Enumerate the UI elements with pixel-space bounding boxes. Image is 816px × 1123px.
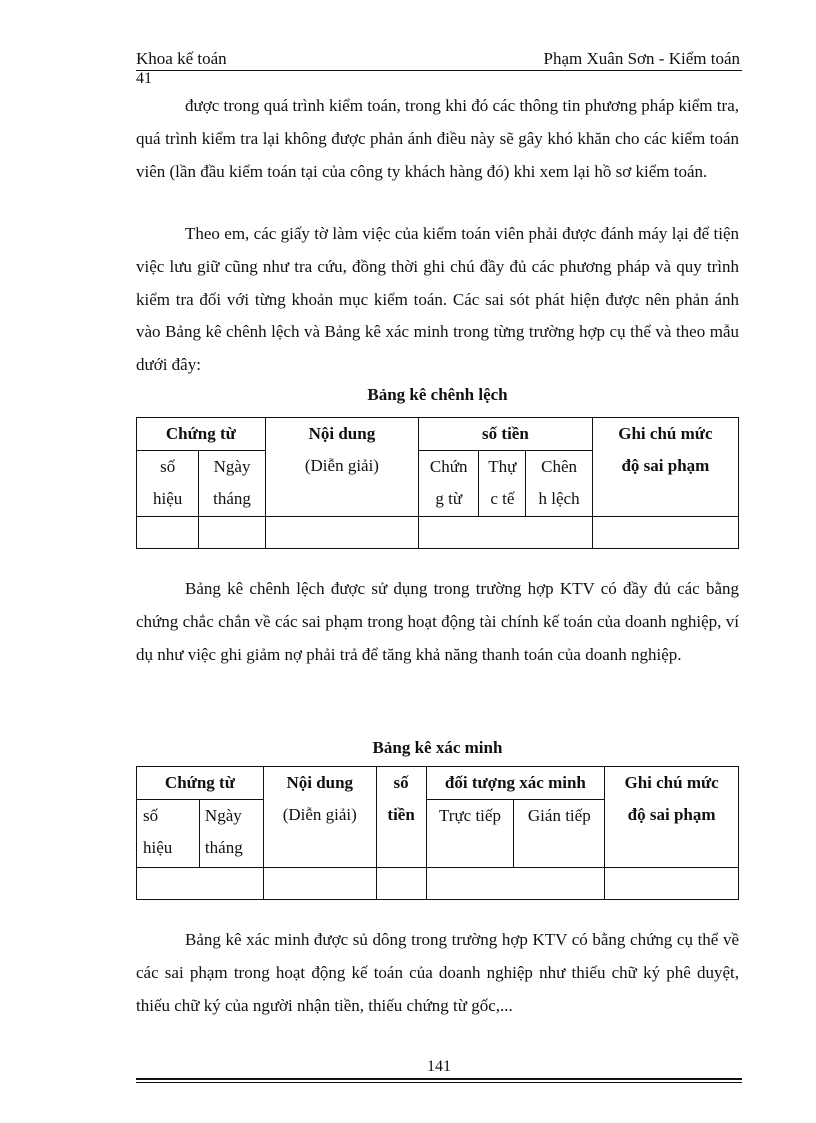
table-cell [592,517,738,549]
table2-header-note: Ghi chú mức độ sai phạm [605,767,739,868]
table-cell [605,868,739,900]
page-number: 141 [427,1058,451,1075]
table2-header-content: Nội dung (Diễn giải) [263,767,376,868]
table2-header-doc-number: số hiệu [137,800,200,868]
table1-header-note: Ghi chú mức độ sai phạm [592,418,738,517]
table2-header-verification-target: đối tượng xác minh [426,767,605,800]
footer-rule-thin [136,1082,742,1083]
table1-header-doc-date: Ngày tháng [199,451,265,517]
table-cell [137,868,264,900]
header-page-ref: 41 [136,70,152,87]
page-header [136,49,742,69]
table1-header-documents: Chứng từ [137,418,266,451]
table2-header-direct: Trực tiếp [426,800,514,868]
paragraph-2: Theo em, các giấy tờ làm việc của kiểm toán viên phải được đánh máy lại để tiện việc lưu giữ cũng như tra cứu, đồng thời ghi chú đầy đủ các phương pháp và quy trình kiểm tra đối với từng khoản mục kiểm toán. Các sai sót phát hiện được nên phản ánh vào Bảng kê chênh lệch và Bảng kê xác minh trong từng trường hợp cụ thể và theo mẫu dưới đây: [136,224,739,375]
paragraph-4: Bảng kê xác minh được sủ dông trong trường hợp KTV có bằng chứng cụ thể về các sai phạm trong hoạt động kế toán của doanh nghiệp như thiếu chữ ký phê duyệt, thiếu chữ ký của người nhận tiền, thiếu chứng từ gốc,... [136,930,739,1015]
table-cell [263,868,376,900]
table-cell [419,517,593,549]
table-cell [137,517,199,549]
header-department: Khoa kế toán [136,49,227,68]
table1-header-amount: số tiền [419,418,593,451]
table-cell [199,517,265,549]
discrepancy-table [136,417,739,549]
table1-header-content: Nội dung (Diễn giải) [265,418,418,517]
table-row [137,868,739,900]
table1-header-difference: Chên h lệch [526,451,592,517]
header-rule [136,70,742,71]
table1-title: Bảng kê chênh lệch [367,385,508,404]
table-cell [376,868,426,900]
table2-header-amount: số tiền [376,767,426,868]
table1-header-actual: Thự c tế [479,451,526,517]
table2-header-documents: Chứng từ [137,767,264,800]
table2-title: Bảng kê xác minh [372,738,503,757]
table-cell [426,868,605,900]
table2-header-indirect: Gián tiếp [514,800,605,868]
table2-header-doc-date: Ngày tháng [199,800,263,868]
verification-table [136,766,739,900]
header-author: Phạm Xuân Sơn - Kiểm toán [543,49,740,68]
paragraph-3: Bảng kê chênh lệch được sử dụng trong trường hợp KTV có đầy đủ các bằng chứng chắc chắn về các sai phạm trong hoạt động tài chính kế toán của doanh nghiệp, ví dụ như việc ghi giảm nợ phải trả để tăng khả năng thanh toán của doanh nghiệp. [136,579,739,664]
paragraph-1: được trong quá trình kiểm toán, trong khi đó các thông tin phương pháp kiểm tra, quá trình kiểm tra lại không được phản ánh điều này sẽ gây khó khăn cho các kiểm toán viên (lần đầu kiểm toán tại của công ty khách hàng đó) khi xem lại hồ sơ kiểm toán. [136,96,739,181]
table1-header-per-document: Chứn g từ [419,451,479,517]
table-cell [265,517,418,549]
footer-rule [136,1078,742,1080]
table-row [137,517,739,549]
table1-header-doc-number: số hiệu [137,451,199,517]
